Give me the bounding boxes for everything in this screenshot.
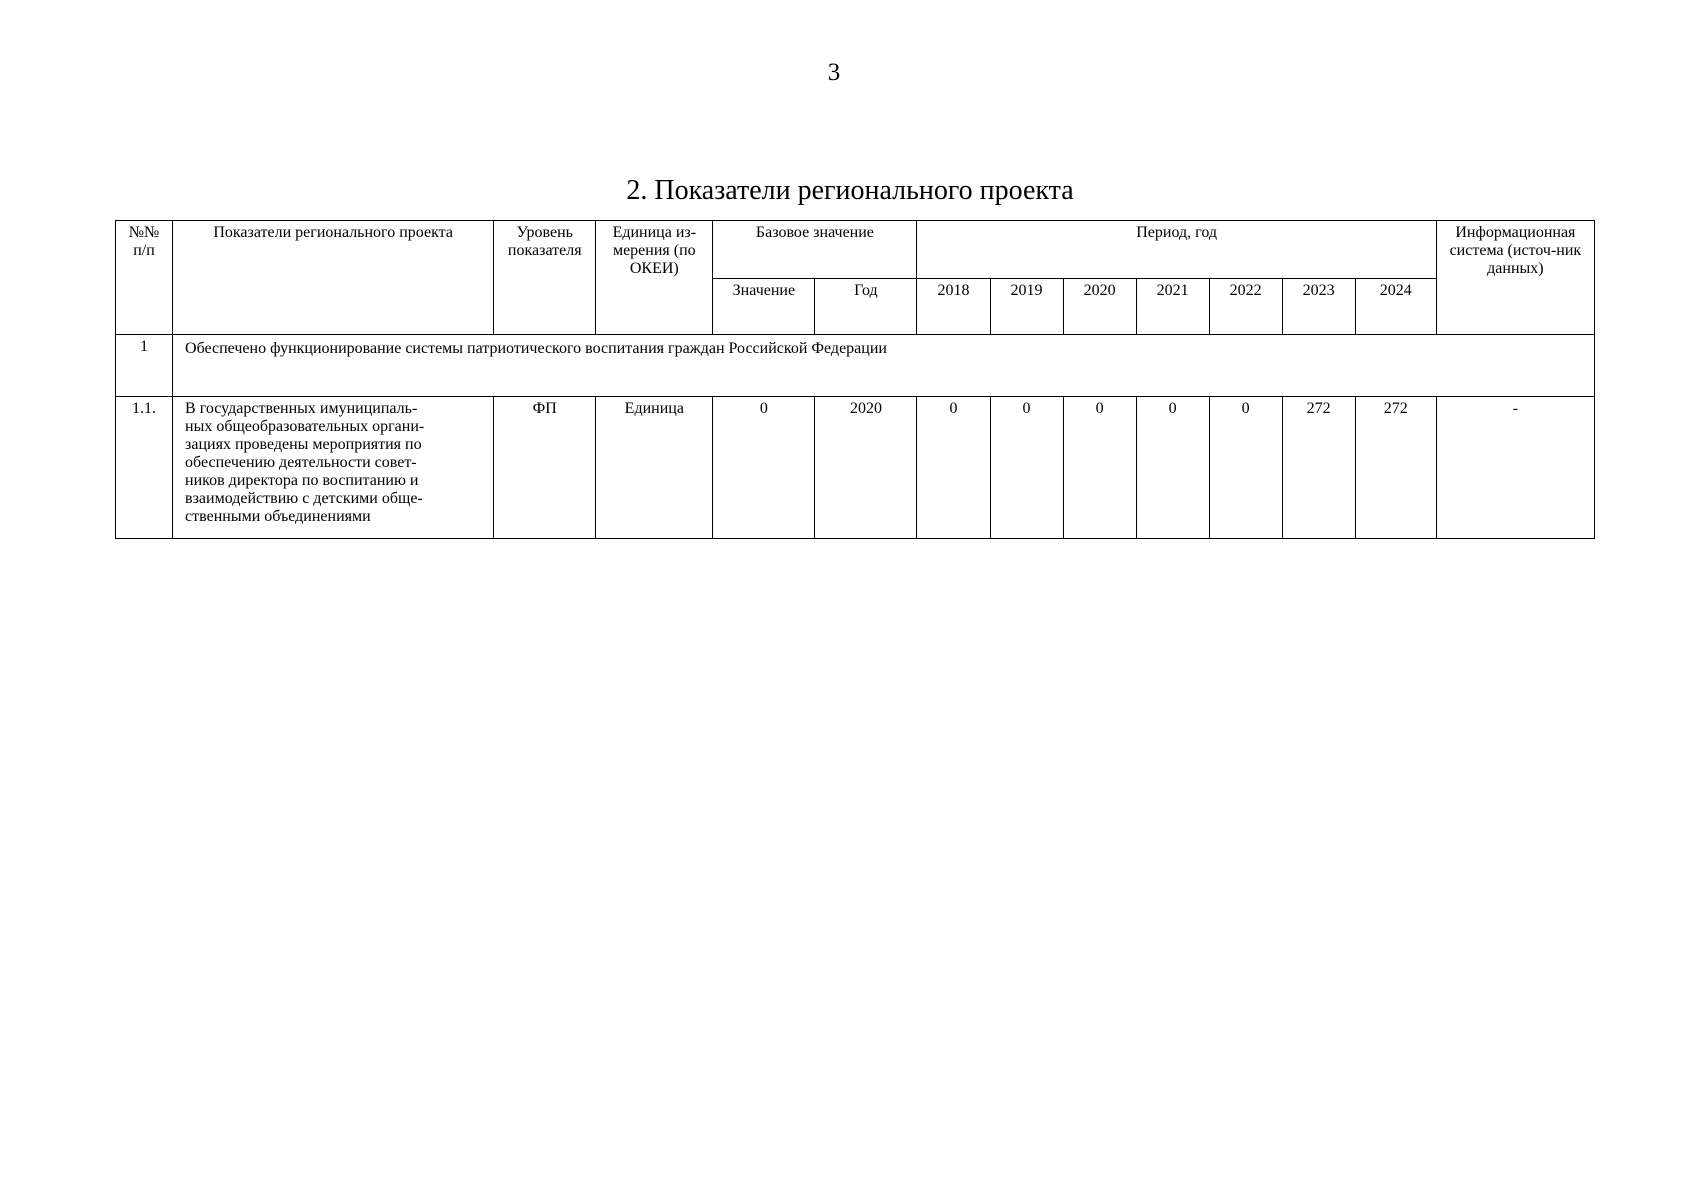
section-title: 2. Показатели регионального проекта: [626, 175, 1074, 206]
item-value-2021: 0: [1136, 397, 1209, 539]
item-value-2024: 272: [1355, 397, 1436, 539]
header-period: Период, год: [917, 221, 1436, 279]
header-year-2018: 2018: [917, 279, 990, 335]
item-indicator-line: взаимодействию с детскими обще-: [185, 490, 423, 507]
header-info-system: Информационная система (источ-ник данных): [1436, 221, 1594, 335]
item-value-2020: 0: [1063, 397, 1136, 539]
item-indicator-line: ников директора по воспитанию и: [185, 472, 419, 489]
item-level: ФП: [494, 397, 596, 539]
goal-text: Обеспечено функционирование системы патриотического воспитания граждан Российской Федерации: [173, 335, 1595, 397]
header-num-line2: п/п: [133, 242, 155, 259]
item-num: 1.1.: [116, 397, 173, 539]
item-unit: Единица: [596, 397, 713, 539]
header-indicator: Показатели регионального проекта: [173, 221, 494, 335]
header-year-2019: 2019: [990, 279, 1063, 335]
item-value-2022: 0: [1209, 397, 1282, 539]
table-row: [116, 397, 1595, 539]
item-indicator-line: ственными объединениями: [185, 508, 371, 525]
header-year: Год: [815, 279, 917, 335]
goal-num: 1: [116, 335, 173, 397]
item-base-year: 2020: [815, 397, 917, 539]
goal-row: [116, 335, 1595, 397]
item-indicator: [173, 397, 494, 539]
item-value-2019: 0: [990, 397, 1063, 539]
header-year-2024: 2024: [1355, 279, 1436, 335]
header-num: [116, 221, 173, 335]
header-year-2023: 2023: [1282, 279, 1355, 335]
item-indicator-line: ных общеобразовательных органи-: [185, 418, 425, 435]
item-value-2018: 0: [917, 397, 990, 539]
item-value-2023: 272: [1282, 397, 1355, 539]
page-number: 3: [827, 59, 841, 86]
header-year-2021: 2021: [1136, 279, 1209, 335]
header-unit: Единица из-мерения (по ОКЕИ): [596, 221, 713, 335]
header-year-2022: 2022: [1209, 279, 1282, 335]
header-base-value: Базовое значение: [713, 221, 917, 279]
item-base-value: 0: [713, 397, 815, 539]
header-year-2020: 2020: [1063, 279, 1136, 335]
header-num-line1: №№: [128, 224, 160, 241]
item-info-system: -: [1436, 397, 1594, 539]
item-indicator-line: В государственных имуниципаль-: [185, 400, 418, 417]
item-indicator-line: зациях проведены мероприятия по: [185, 436, 422, 453]
header-row: [116, 221, 1595, 279]
indicators-table: [115, 220, 1595, 539]
header-level: Уровень показателя: [494, 221, 596, 335]
header-value: Значение: [713, 279, 815, 335]
item-indicator-line: обеспечению деятельности совет-: [185, 454, 417, 471]
